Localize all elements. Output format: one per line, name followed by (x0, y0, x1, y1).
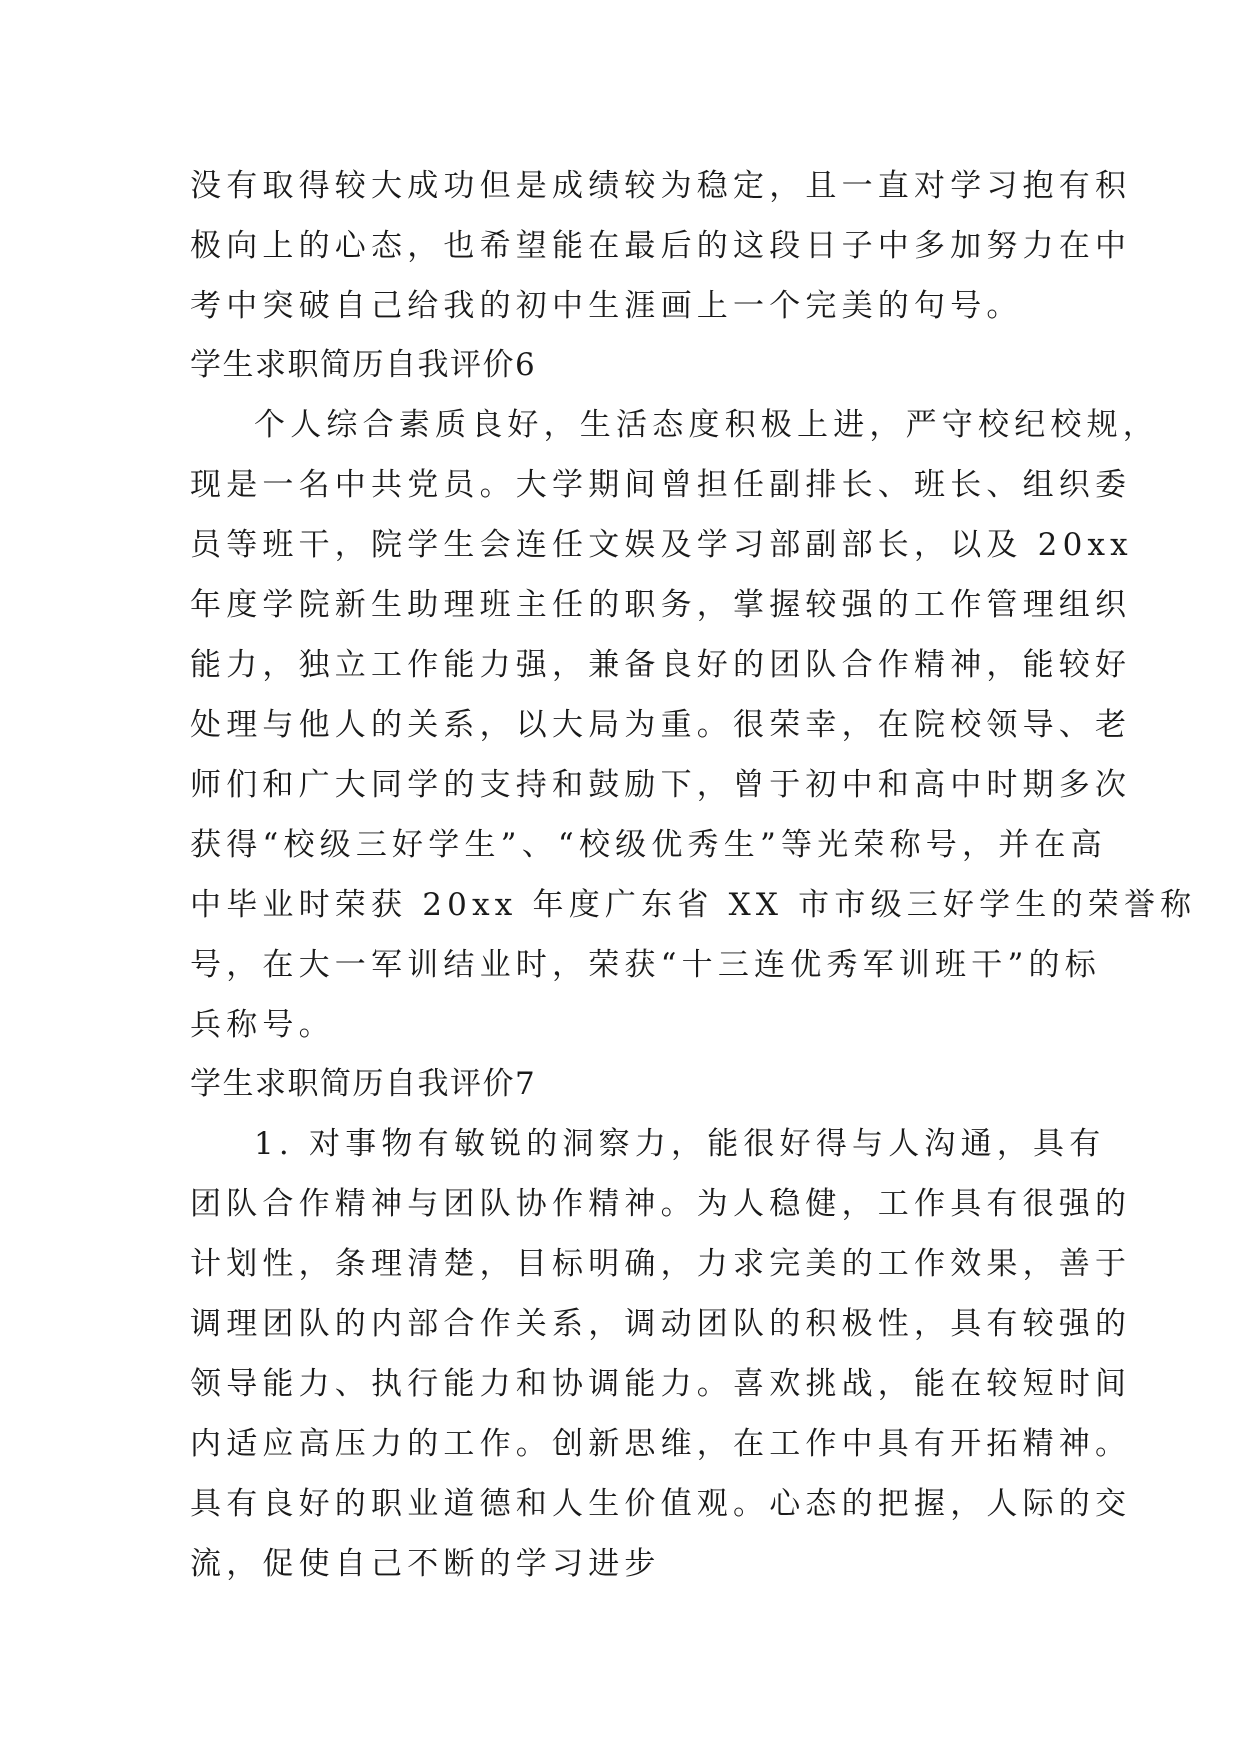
paragraph-line: 中毕业时荣获 20xx 年度广东省 XX 市市级三好学生的荣誉称 (190, 887, 1197, 923)
paragraph-line: 内适应高压力的工作。创新思维，在工作中具有开拓精神。 (190, 1426, 1132, 1462)
paragraph-line: 员等班干，院学生会连任文娱及学习部副部长，以及 20xx (190, 527, 1133, 563)
paragraph-line: 调理团队的内部合作关系，调动团队的积极性，具有较强的 (190, 1306, 1132, 1342)
paragraph-line: 处理与他人的关系，以大局为重。很荣幸，在院校领导、老 (190, 707, 1132, 743)
paragraph-line: 兵称号。 (190, 1007, 335, 1043)
paragraph-line: 计划性，条理清楚，目标明确，力求完美的工作效果，善于 (190, 1246, 1132, 1282)
paragraph-line: 1. 对事物有敏锐的洞察力，能很好得与人沟通，具有 (254, 1126, 1106, 1162)
paragraph-line: 号，在大一军训结业时，荣获“十三连优秀军训班干”的标 (190, 947, 1101, 983)
paragraph-line: 具有良好的职业道德和人生价值观。心态的把握，人际的交 (190, 1486, 1132, 1522)
paragraph-line: 领导能力、执行能力和协调能力。喜欢挑战，能在较短时间 (190, 1366, 1132, 1402)
paragraph-line: 现是一名中共党员。大学期间曾担任副排长、班长、组织委 (190, 467, 1132, 503)
paragraph-line: 极向上的心态，也希望能在最后的这段日子中多加努力在中 (190, 228, 1132, 264)
paragraph-line: 没有取得较大成功但是成绩较为稳定，且一直对学习抱有积 (190, 168, 1132, 204)
paragraph-line: 流，促使自己不断的学习进步 (190, 1546, 661, 1582)
paragraph-line: 能力，独立工作能力强，兼备良好的团队合作精神，能较好 (190, 647, 1132, 683)
paragraph-line: 考中突破自己给我的初中生涯画上一个完美的句号。 (190, 288, 1023, 324)
paragraph-line: 年度学院新生助理班主任的职务，掌握较强的工作管理组织 (190, 587, 1132, 623)
paragraph-line: 获得“校级三好学生”、“校级优秀生”等光荣称号，并在高 (190, 827, 1107, 863)
paragraph-line: 师们和广大同学的支持和鼓励下，曾于初中和高中时期多次 (190, 767, 1132, 803)
section-heading-7: 学生求职简历自我评价7 (190, 1066, 537, 1102)
paragraph-line: 团队合作精神与团队协作精神。为人稳健，工作具有很强的 (190, 1186, 1132, 1222)
paragraph-line: 个人综合素质良好，生活态度积极上进，严守校纪校规， (254, 407, 1159, 443)
section-heading-6: 学生求职简历自我评价6 (190, 347, 537, 383)
